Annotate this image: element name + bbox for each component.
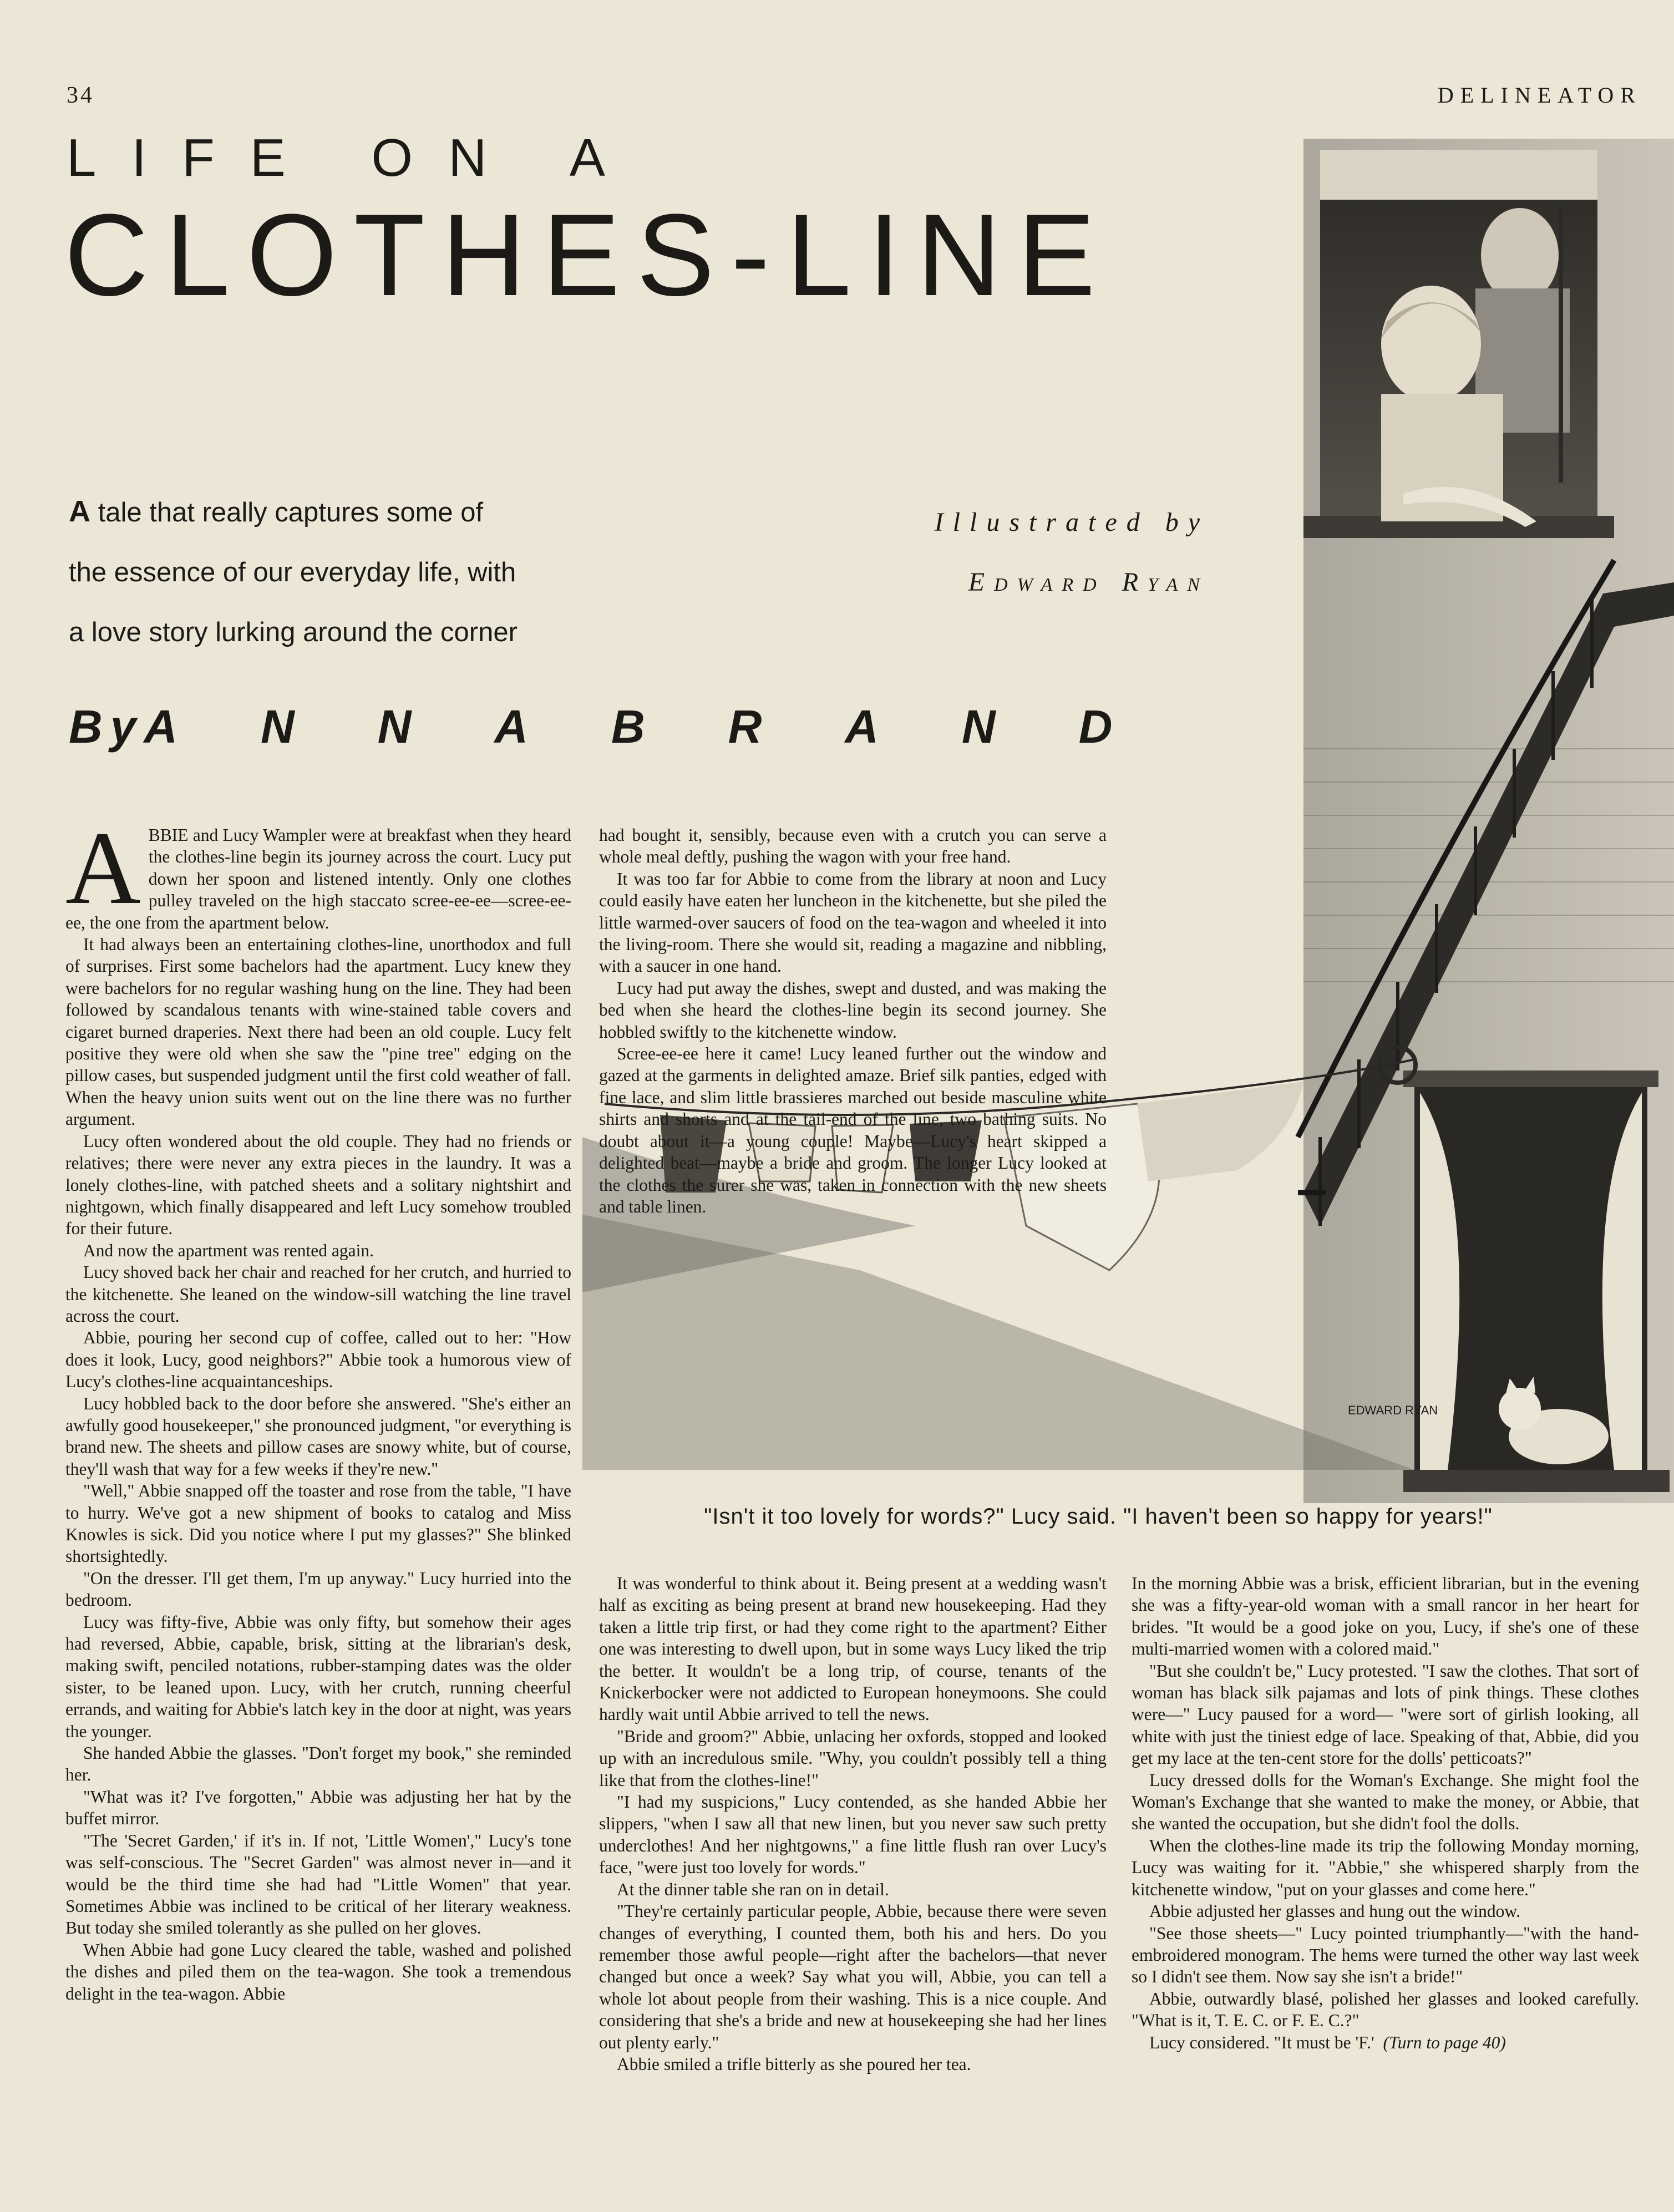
paragraph: "On the dresser. I'll get them, I'm up anyway." Lucy hurried into the bedroom.: [65, 1568, 571, 1610]
deck: [69, 481, 601, 662]
artist-signature: EDWARD RYAN: [1348, 1403, 1438, 1417]
paragraph: It was wonderful to think about it. Being present at a wedding wasn't half as exciting as being present at brand new housekeeping. Had they taken a little trip first, or had they come right to the apartment? Either one was interesting to dwell upon, but in some ways Lucy liked the trip the better. It wouldn't be a long trip, of course, tenants of the Knickerbocker were not addicted to European honeymoons. She could hardly wait until Abbie arrived to tell the news.: [599, 1574, 1107, 1724]
paragraph: Abbie smiled a trifle bitterly as she poured her tea.: [617, 2054, 971, 2074]
paragraph: "Well," Abbie snapped off the toaster and rose from the table, "I have to hurry. We've got a new shipment of books to catalog and Miss Knowles is sick. Did you notice where I put my glasses?" She blinked shortsightedly.: [65, 1481, 571, 1566]
illustrated-by: Illustrated by: [934, 508, 1209, 537]
paragraph: Lucy dressed dolls for the Woman's Exchange. She might fool the Woman's Exchange that she wanted to make the money, or Abbie, that she wanted the occupation, but she didn't fool the dolls.: [1132, 1770, 1639, 1834]
paragraph: Lucy considered. "It must be 'F.': [1149, 2032, 1374, 2052]
drop-cap: A: [65, 810, 141, 926]
paragraph: Lucy shoved back her chair and reached for her crutch, and hurried to the kitchenette. She leaned on the window-sill watching the line travel across the court.: [65, 1262, 571, 1326]
paragraph: Lucy hobbled back to the door before she answered. "She's either an awfully good housekeeper," she pronounced judgment, "or everything is brand new. The sheets and pillow cases are snowy white, but of course, they'll wash that way for a few weeks if they're new.": [65, 1393, 571, 1479]
deck-line-2: the essence of our everyday life, with: [69, 557, 516, 587]
magazine-name: DELINEATOR: [1437, 83, 1642, 108]
paragraph: Lucy often wondered about the old couple. They had no friends or relatives; there were never any extra pieces in the laundry. It was a lonely clothes-line, with patched sheets and a solitary nightshirt and nightgown, which finally disappeared and left Lucy somehow troubled for their future.: [65, 1131, 571, 1239]
paragraph: It had always been an entertaining clothes-line, unorthodox and full of surprises. First some bachelors had the apartment. Lucy knew they were bachelors for no regular washing hung on the line. They had been followed by scandalous tenants with wine-stained table covers and cigaret burned draperies. Next there had been an old couple. Lucy felt positive they were old when she saw the "pine tree" edging on the pillow cases, but suspended judgment until the first cold weather of fall. When the heavy union suits went out on the line there was no further argument.: [65, 935, 571, 1129]
paragraph: Abbie, outwardly blasé, polished her glasses and looked carefully. "What is it, T. E. C. or F. E. C.?": [1132, 1988, 1639, 2031]
paragraph: She handed Abbie the glasses. "Don't forget my book," she reminded her.: [65, 1743, 571, 1785]
byline-last-name: BRAND: [611, 701, 1196, 753]
paragraph: Scree-ee-ee here it came! Lucy leaned further out the window and gazed at the garments in delighted amaze. Brief silk panties, edged with fine lace, and slim little brassieres marched out beside masculine white shirts and shorts and at the tail-end of the line, two bathing suits. No doubt about it—a young couple! Maybe—Lucy's heart skipped a delighted beat—maybe a bride and groom. The longer Lucy looked at the clothes the surer she was, taken in connection with the new sheets and table linen.: [599, 1044, 1107, 1216]
paragraph: "Bride and groom?" Abbie, unlacing her oxfords, stopped and looked up with an incredulous smile. "Why, you couldn't possibly tell a thing like that from the clothes-line!": [599, 1726, 1107, 1790]
paragraph: Lucy was fifty-five, Abbie was only fifty, but somehow their ages had reversed, Abbie, capable, brisk, sitting at the librarian's desk, making swift, penciled notations, rubber-stamping dates was the older sister, to be leaned upon. Lucy, with her crutch, running cheerful errands, and waiting for Abbie's latch key in the door at night, was years the younger.: [65, 1612, 571, 1741]
byline-first-name: ANNA: [144, 701, 612, 753]
paragraph: "I had my suspicions," Lucy contended, as she handed Abbie her slippers, "when I saw all that new linen, but you never saw such pretty underclothes! And her nightgowns," a fine little flush ran over Lucy's face, "were just too lovely for words.": [599, 1792, 1107, 1878]
title-line-1: LIFE ON A: [67, 128, 641, 187]
body-column-2-top: [599, 824, 1107, 1217]
paragraph: "But she couldn't be," Lucy protested. "I saw the clothes. That sort of woman has black silk pajamas and lots of pink things. These clothes were—" Lucy paused for a word— "were sort of girlish looking, all white with just the tiniest edge of lace. Speaking of that, Abbie, did you get my lace at the ten-cent store for the dolls' petticoats?": [1132, 1661, 1639, 1768]
paragraph: "The 'Secret Garden,' if it's in. If not, 'Little Women'," Lucy's tone was self-conscious. The "Secret Garden" was almost never in—and it would be the third time she had had "Little Women" that year. Sometimes Abbie was inclined to be critical of her literary weakness. But today she smiled tolerantly as she pulled on her gloves.: [65, 1830, 571, 1938]
deck-line-1-rest: tale that really captures some of: [90, 498, 484, 527]
paragraph: At the dinner table she ran on in detail.: [617, 1879, 889, 1899]
paragraph: Lucy had put away the dishes, swept and dusted, and was making the bed when she heard the clothes-line begin its second journey. She hobbled swiftly to the kitchenette window.: [599, 978, 1107, 1042]
continuation-link[interactable]: (Turn to page 40): [1383, 2032, 1506, 2052]
deck-line-3: a love story lurking around the corner: [69, 617, 518, 647]
illustrator-name: Edward Ryan: [968, 567, 1209, 597]
paragraph: "They're certainly particular people, Abbie, because there were seven changes of everything, I counted them, both his and hers. Do you remember those awful people—right after the bachelors—that never changed but once a week? Say what you will, Abbie, you can tell a whole lot about people from their washing. This is a nice couple. And considering that she's a bride and new at housekeeping she had her lines out plenty early.": [599, 1901, 1107, 2052]
deck-line-1: [69, 481, 601, 542]
title-line-2: CLOTHES-LINE: [64, 190, 1112, 320]
paragraph: Abbie, pouring her second cup of coffee, called out to her: "How does it look, Lucy, good neighbors?" Abbie took a humorous view of Lucy's clothes-line acquaintanceships.: [65, 1328, 571, 1392]
illustration: [582, 139, 1674, 1503]
paragraph: Abbie adjusted her glasses and hung out the window.: [1149, 1901, 1520, 1921]
paragraph: "What was it? I've forgotten," Abbie was adjusting her hat by the buffet mirror.: [65, 1787, 571, 1829]
body-column-3: [1132, 1572, 1639, 2053]
paragraph: In the morning Abbie was a brisk, efficient librarian, but in the evening she was a fifty-year-old woman with a small rancor in her heart for brides. "It would be a good joke on you, Lucy, if she's one of these multi-married women with a colored maid.": [1132, 1574, 1639, 1659]
byline-by: By: [69, 701, 144, 753]
body-column-1: [65, 810, 571, 2005]
paragraph: It was too far for Abbie to come from the library at noon and Lucy could easily have eaten her luncheon in the kitchenette, but she piled the little warmed-over saucers of food on the tea-wagon and wheeled it into the living-room. There she would sit, reading a magazine and nibbling, with a saucer in one hand.: [599, 869, 1107, 976]
paragraph: When the clothes-line made its trip the following Monday morning, Lucy was waiting for it. "Abbie," she whispered sharply from the kitchenette window, "put on your glasses and come here.": [1132, 1835, 1639, 1899]
paragraph: had bought it, sensibly, because even with a crutch you can serve a whole meal deftly, pushing the wagon with your free hand.: [599, 825, 1107, 867]
paragraph: And now the apartment was rented again.: [83, 1240, 374, 1260]
paragraph: "See those sheets—" Lucy pointed triumphantly—"with the hand-embroidered monogram. The hems were turned the other way last week so I didn't see them. Now say she isn't a bride!": [1132, 1923, 1639, 1987]
paragraph: BBIE and Lucy Wampler were at breakfast when they heard the clothes-line begin its journey across the court. Lucy put down her spoon and listened intently. Only one clothes pulley traveled on the high staccato scree-ee-ee—scree-ee-ee, the one from the apartment below.: [65, 825, 571, 932]
illustration-caption: "Isn't it too lovely for words?" Lucy said. "I haven't been so happy for years!": [704, 1504, 1493, 1529]
body-column-2-bottom: [599, 1572, 1107, 2075]
paragraph: When Abbie had gone Lucy cleared the table, washed and polished the dishes and piled them on the tea-wagon. She took a tremendous delight in the tea-wagon. Abbie: [65, 1940, 571, 2003]
deck-initial: A: [69, 495, 90, 528]
page-number: 34: [67, 83, 94, 108]
